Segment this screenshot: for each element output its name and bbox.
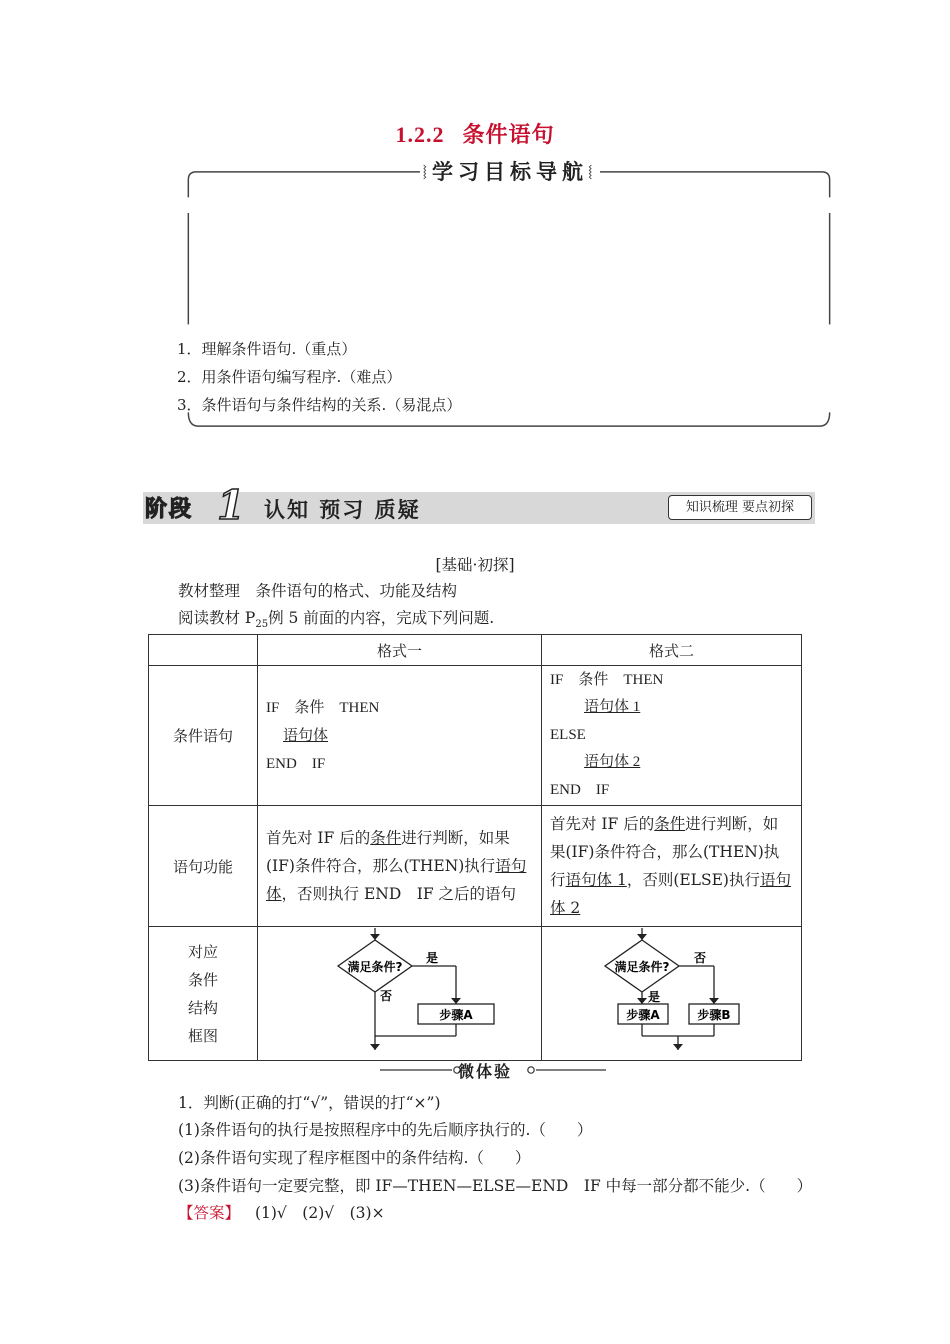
yes-label: 是	[426, 950, 439, 965]
answer-line	[178, 1201, 385, 1223]
table-row	[149, 927, 802, 1061]
flowchart-cell-2	[542, 927, 802, 1061]
stage-number: 1	[217, 482, 245, 529]
basics-topic: 教材整理 条件语句的格式、功能及结构	[178, 582, 458, 600]
table-header	[149, 635, 258, 666]
question-item: (3)条件语句一定要完整，即 IF—THEN—ELSE—END IF 中每一部分都不能少.（ ）	[178, 1177, 813, 1195]
flowchart-if-then	[258, 928, 541, 1060]
answer-text: (1)√ (2)√ (3)×	[254, 1204, 385, 1222]
format1-code: IF 条件 THEN 语句体 END IF	[258, 666, 542, 806]
section-title: 条件语句	[462, 123, 555, 148]
table-header: 格式一	[258, 635, 542, 666]
row-label: 对应 条件 结构 框图	[149, 927, 258, 1061]
table-header-row	[149, 635, 802, 666]
goal-item: 1．理解条件语句.（重点）	[177, 340, 357, 358]
question-item: (2)条件语句实现了程序框图中的条件结构.（ ）	[178, 1149, 531, 1167]
stage-title: 认知 预习 质疑	[264, 498, 421, 522]
decision-label: 满足条件?	[614, 959, 670, 974]
format2-function: 首先对 IF 后的条件进行判断，如果(IF)条件符合，那么(THEN)执行语句体 1，否则(ELSE)执行语句体 2	[542, 806, 802, 927]
format2-code: IF 条件 THEN 语句体 1 ELSE 语句体 2 END IF	[542, 666, 802, 806]
stage-badge	[143, 482, 263, 529]
row-label: 条件语句	[149, 666, 258, 806]
decision-label: 满足条件?	[347, 959, 403, 974]
goal-item: 2．用条件语句编写程序.（难点）	[177, 368, 402, 386]
step-b-label: 步骤B	[697, 1007, 731, 1022]
basics-label: [基础·初探]	[435, 556, 515, 574]
table-header: 格式二	[542, 635, 802, 666]
step-label: 步骤A	[439, 1007, 473, 1022]
statement-table	[148, 634, 802, 1061]
answer-label: 【答案】	[178, 1204, 241, 1222]
question-stem: 1．判断(正确的打“√”，错误的打“×”)	[178, 1094, 441, 1112]
yes-label: 是	[648, 989, 661, 1004]
format1-function: 首先对 IF 后的条件进行判断，如果(IF)条件符合，那么(THEN)执行语句体，否则执行 END IF 之后的语句	[258, 806, 542, 927]
stage-tag: 知识梳理 要点初探	[668, 495, 812, 520]
row-label: 语句功能	[149, 806, 258, 927]
goal-heading: ⧘学习目标导航⧙	[420, 156, 600, 186]
question-item: (1)条件语句的执行是按照程序中的先后顺序执行的.（ ）	[178, 1121, 593, 1139]
flowchart-cell-1	[258, 927, 542, 1061]
stage-prefix: 阶段	[145, 497, 194, 522]
no-label: 否	[694, 950, 707, 965]
goal-box-frame	[180, 168, 837, 430]
micro-heading: 微体验	[457, 1062, 512, 1081]
basics-instruction: 阅读教材 $P_{25}$例 5 前面的内容，完成下列问题.	[178, 609, 495, 631]
goal-item: 3．条件语句与条件结构的关系.（易混点）	[177, 396, 462, 414]
table-row	[149, 666, 802, 806]
flowchart-if-then-else	[542, 928, 801, 1060]
step-a-label: 步骤A	[626, 1007, 660, 1022]
table-row	[149, 806, 802, 927]
section-number: 1.2.2	[395, 122, 445, 147]
page-title	[0, 118, 950, 149]
no-label: 否	[380, 988, 393, 1003]
